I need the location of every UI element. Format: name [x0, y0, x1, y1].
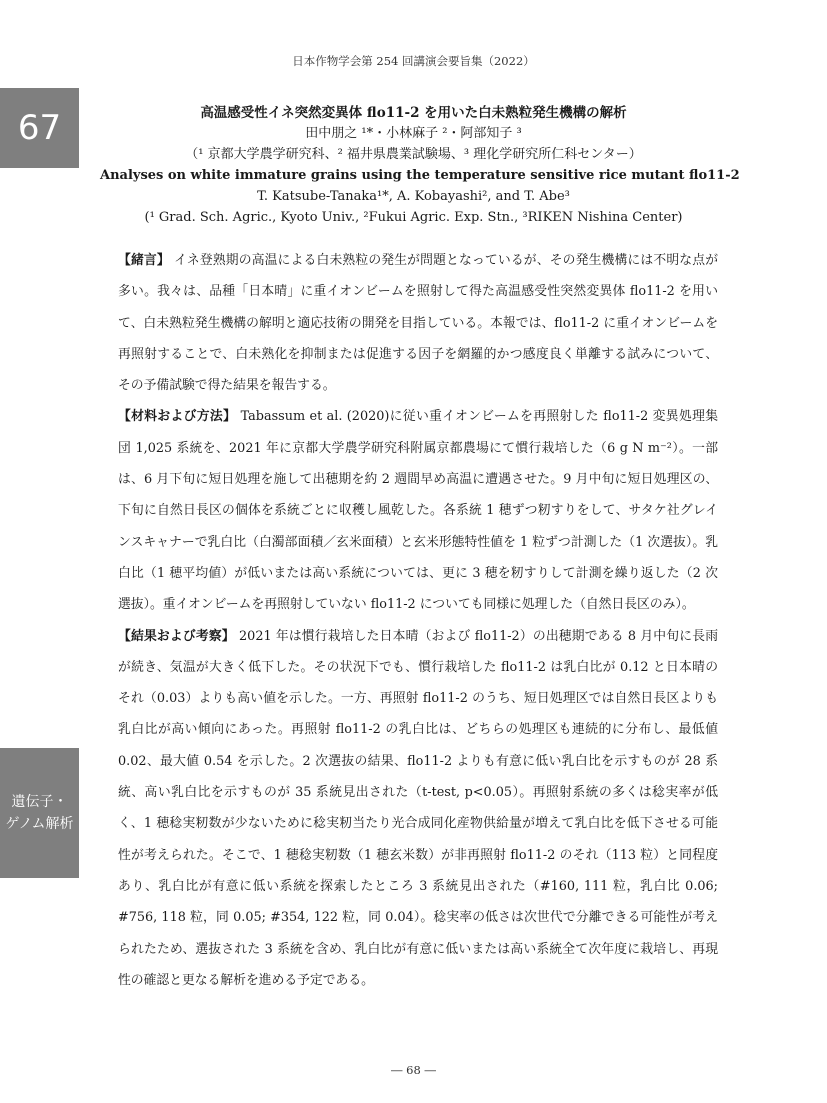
abstract-body: [118, 245, 718, 996]
abstract-number-tab: [0, 88, 79, 168]
japanese-title: 高温感受性イネ突然変異体 flo11-2 を用いた白未熟粒発生機構の解析: [200, 105, 627, 121]
section-results: [118, 621, 718, 997]
running-header: 日本作物学会第 254 回講演会要旨集（2022）: [292, 54, 535, 68]
abstract-number: 67: [17, 108, 62, 148]
section-title: 【緒言】: [118, 253, 170, 268]
section-text: イネ登熟期の高温による白未熟粒の発生が問題となっているが、その発生機構には不明な点が多い。我々は、品種「日本晴」に重イオンビームを照射して得た高温感受性突然変異体 flo11-2 を用いて、白未熟粒発生機構の解明と適応技術の開発を目指している。本報では、flo11-2 に重イオンビームを再照射することで、白未熟化を抑制または促進する因子を網羅的かつ感度良く単離する試みについて、その予備試験で得た結果を報告する。: [118, 253, 719, 394]
category-label-line2: ゲノム解析: [5, 816, 74, 832]
title-block: [100, 104, 740, 228]
category-label-line1: 遺伝子・: [11, 794, 68, 810]
section-title: 【材料および方法】: [118, 409, 237, 425]
section-methods: [118, 401, 718, 620]
section-text: Tabassum et al. (2020)に従い重イオンビームを再照射した flo11-2 変異処理集団 1,025 系統を、2021 年に京都大学農学研究科附属京都農場にて慣行栽培した（6 g N m⁻²）。一部は、6 月下旬に短日処理を施して出穂期を約 2 週間早め高温に遭遇させた。9 月中旬に短日処理区の、下旬に自然日長区の個体を系統ごとに収穫し風乾した。各系統 1 穂ずつ籾すりをして、サタケ社グレインスキャナーで乳白比（白濁部面積／玄米面積）と玄米形態特性値を 1 粒ずつ計測した（1 次選抜）。乳白比（1 穂平均値）が低いまたは高い系統については、更に 3 穂を籾すりして計測を繰り返した（2 次選抜）。重イオンビームを再照射していない flo11-2 についても同様に処理した（自然日長区のみ）。: [118, 409, 718, 613]
japanese-authors: 田中朋之 ¹*・小林麻子 ²・阿部知子 ³: [305, 126, 522, 141]
section-text: 2021 年は慣行栽培した日本晴（および flo11-2）の出穂期である 8 月中旬に長雨が続き、気温が大きく低下した。その状況下でも、慣行栽培した flo11-2 は乳白比が 0.12 と日本晴のそれ（0.03）よりも高い値を示した。一方、再照射 flo11-2 のうち、短日処理区では自然日長区よりも乳白比が高い傾向にあった。再照射 flo11-2 の乳白比は、どちらの処理区も連続的に分布し、最低値 0.02、最大値 0.54 を示した。2 次選抜の結果、flo11-2 よりも有意に低い乳白比を示すものが 28 系統、高い乳白比を示すものが 35 系統見出された（t-test, p<0.05）。再照射系統の多くは稔実率が低く、1 穂稔実籾数が少ないために稔実籾当たり光合成同化産物供給量が増えて乳白比を低下させる可能性が考えられた。そこで、1 穂稔実籾数（1 穂玄米数）が非再照射 flo11-2 のそれ（113 粒）と同程度あり、乳白比が有意に低い系統を探索したところ 3 系統見出された（#160, 111 粒，乳白比 0.06; #756, 118 粒，同 0.05; #354, 122 粒，同 0.04）。稔実率の低さは次世代で分離できる可能性が考えられたため、選抜された 3 系統を含め、乳白比が有意に低いまたは高い系統全て次年度に栽培し、再現性の確認と更なる解析を進める予定である。: [118, 628, 718, 988]
section-title: 【結果および考察】: [118, 628, 235, 644]
english-authors: T. Katsube-Tanaka¹*, A. Kobayashi², and T. Abe³: [257, 189, 570, 204]
category-tab: [0, 748, 79, 878]
page-number: ― 68 ―: [391, 1063, 436, 1077]
english-title: Analyses on white immature grains using the temperature sensitive rice mutant flo11-2: [100, 168, 740, 183]
section-introduction: [118, 245, 718, 401]
english-affiliations: (¹ Grad. Sch. Agric., Kyoto Univ., ²Fukui Agric. Exp. Stn., ³RIKEN Nishina Center): [144, 210, 683, 225]
japanese-affiliations: （¹ 京都大学農学研究科、² 福井県農業試験場、³ 理化学研究所仁科センター）: [185, 147, 642, 162]
